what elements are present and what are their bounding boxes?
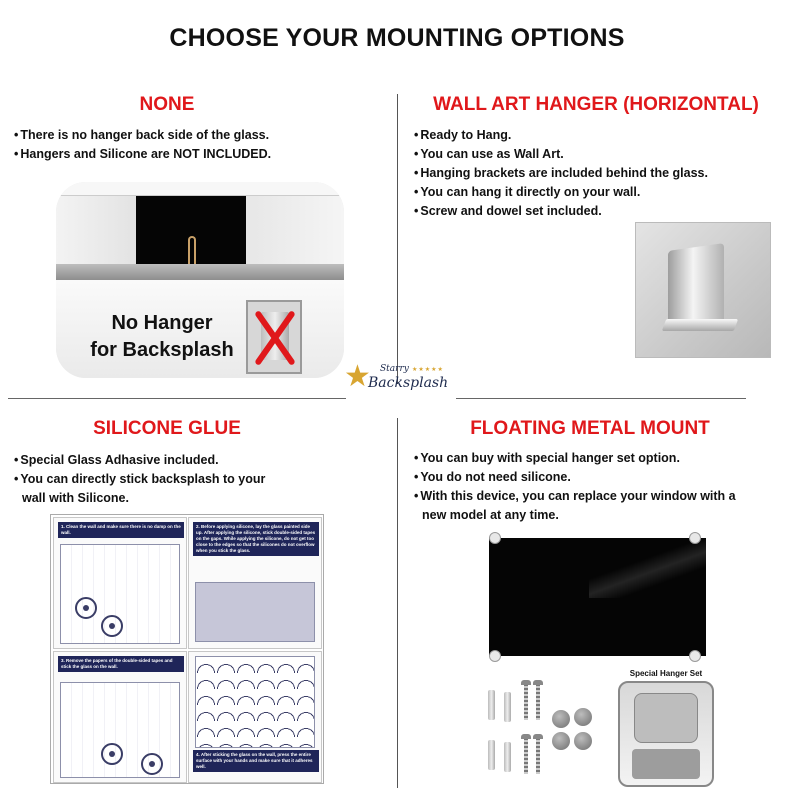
bullet-item: • You can buy with special hanger set option. <box>414 451 680 465</box>
horizontal-divider-left <box>8 398 346 399</box>
bullet-item: • Special Glass Adhasive included. <box>14 453 219 467</box>
hanger-set-package-image <box>618 681 714 787</box>
bullet-item: • You do not need silicone. <box>414 470 571 484</box>
bullet-item: wall with Silicone. <box>22 491 129 505</box>
standoff-icon <box>489 532 501 544</box>
section-title-wall-art: WALL ART HANGER (HORIZONTAL) <box>433 94 759 115</box>
floating-black-glass-image <box>489 538 706 656</box>
instruction-step-4: 4. After sticking the glass on the wall, press the entire surface with your hands and make sure that it adheres well. <box>188 651 322 783</box>
faucet-icon <box>188 236 196 266</box>
bullet-item: • Hangers and Silicone are NOT INCLUDED. <box>14 147 272 161</box>
hanging-bracket-image <box>635 222 771 358</box>
bullet-list-none <box>14 126 271 164</box>
silicone-instructions-diagram <box>50 514 324 784</box>
bullet-item: • Ready to Hang. <box>414 128 512 142</box>
vertical-divider-top <box>397 94 398 384</box>
no-hanger-kitchen-image <box>56 182 344 378</box>
bullet-list-floating <box>414 449 736 525</box>
section-title-none: NONE <box>139 94 195 115</box>
crossed-hanger-icon <box>246 300 302 374</box>
bullet-item: • You can hang it directly on your wall. <box>414 185 641 199</box>
bullet-item: • You can directly stick backsplash to your <box>14 472 266 486</box>
bullet-item: • You can use as Wall Art. <box>414 147 564 161</box>
star-icon: ★ <box>344 360 371 393</box>
bullet-item: • With this device, you can replace your window with a <box>414 489 736 503</box>
section-title-silicone: SILICONE GLUE <box>93 418 241 439</box>
instruction-step-2: 2. Before applying silicone, lay the glass painted side up. After applying the silicone, stick double-sided tapes on the gaps. While applying the silicone, do not get too close to the edges so that the silicones do not overflow when you stick the glass. <box>188 517 322 649</box>
hardware-kit-image <box>470 676 610 788</box>
bullet-item: • There is no hanger back side of the glass. <box>14 128 270 142</box>
page-title: CHOOSE YOUR MOUNTING OPTIONS <box>169 24 625 52</box>
bullet-list-silicone <box>14 451 265 508</box>
section-title-floating: FLOATING METAL MOUNT <box>470 418 710 439</box>
brand-logo: ★ Starry ★★★★★ Backsplash <box>344 360 449 393</box>
standoff-icon <box>489 650 501 662</box>
no-hanger-caption: No Hanger for Backsplash <box>90 312 234 361</box>
bullet-item: • Hanging brackets are included behind the glass. <box>414 166 708 180</box>
bullet-item: new model at any time. <box>422 508 559 522</box>
instruction-step-1: 1. Clean the wall and make sure there is no damp on the wall. <box>53 517 187 649</box>
bullet-item: • Screw and dowel set included. <box>414 204 602 218</box>
vertical-divider-bottom <box>397 418 398 788</box>
horizontal-divider-right <box>456 398 746 399</box>
standoff-icon <box>689 650 701 662</box>
bullet-list-wall-art <box>414 126 708 221</box>
instruction-step-3: 3. Remove the papers of the double-sided tapes and stick the glass on the wall. <box>53 651 187 783</box>
standoff-icon <box>689 532 701 544</box>
hanger-set-label: Special Hanger Set <box>629 669 703 678</box>
